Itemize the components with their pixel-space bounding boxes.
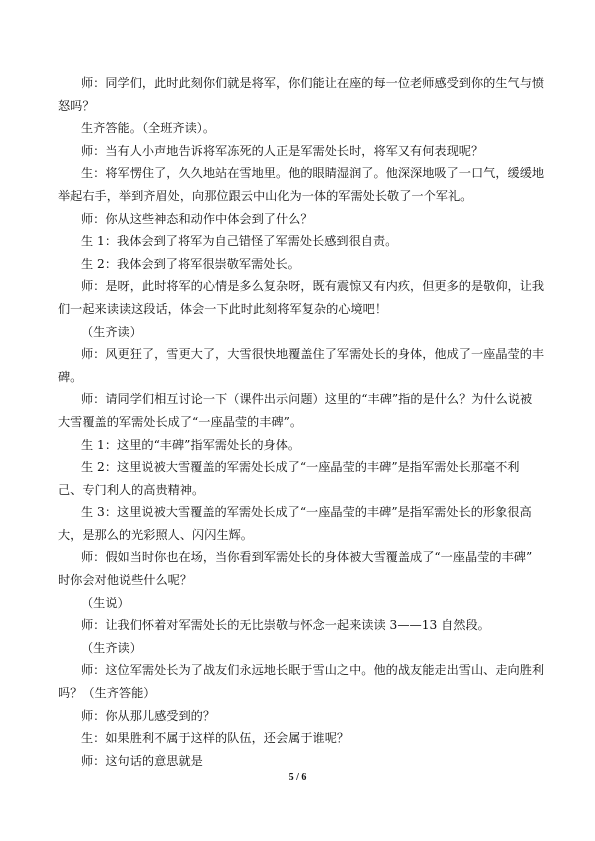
- text-line: 师：你从那儿感受到的？: [81, 708, 216, 723]
- text-line: 生 2：我体会到了将军很崇敬军需处长。: [81, 256, 300, 271]
- text-line: 师：你从这些神态和动作中体会到了什么？: [81, 211, 313, 226]
- text-line: 师：让我们怀着对军需处长的无比崇敬与怀念一起来读读 3——13 自然段。: [81, 618, 490, 633]
- text-line: 师：同学们，此时此刻你们就是将军，你们能让在座的每一位老师感受到你的生气与愤: [81, 76, 545, 90]
- text-line: 生 1：我体会到了将军为自己错怪了军需处长感到很自责。: [81, 234, 398, 249]
- text-line: 师：风更狂了，雪更大了，大雪很快地覆盖住了军需处长的身体，他成了一座晶莹的丰: [81, 347, 545, 362]
- text-line: 生：将军愣住了，久久地站在雪地里。他的眼睛湿润了。他深深地吸了一口气，缓缓地: [81, 166, 545, 181]
- text-line: 师：请同学们相互讨论一下（课件出示问题）这里的“丰碑”指的是什么？为什么说被: [81, 392, 533, 407]
- text-line: 生 2：这里说被大雪覆盖的军需处长成了“一座晶莹的丰碑”是指军需处长那毫不利: [81, 460, 520, 475]
- text-line: 碑。: [58, 369, 83, 384]
- text-line: 己、专门利人的高贵精神。: [58, 482, 205, 497]
- page-number: 5 / 6: [288, 772, 307, 783]
- text-line: 师：这位军需处长为了战友们永远地长眠于雪山之中。他的战友能走出雪山、走向胜利: [81, 663, 545, 678]
- text-line: 怒吗？: [58, 98, 95, 113]
- text-line: 时你会对他说些什么呢？: [58, 573, 193, 588]
- text-line: 师：是呀，此时将军的心情是多么复杂呀，既有震惊又有内疚，但更多的是敬仰，让我: [81, 279, 545, 294]
- text-line: 师：这句话的意思就是: [81, 753, 203, 768]
- text-line: （生说）: [81, 595, 130, 610]
- text-line: 生 3：这里说被大雪覆盖的军需处长成了“一座晶莹的丰碑”是指军需处长的形象很高: [81, 505, 532, 520]
- text-line: 生 1：这里的“丰碑”指军需处长的身体。: [81, 437, 301, 452]
- text-line: 生：如果胜利不属于这样的队伍，还会属于谁呢？: [81, 731, 350, 746]
- text-line: 大，是那么的光彩照人、闪闪生辉。: [58, 527, 253, 542]
- text-line: 们一起来读读这段话，体会一下此时此刻将军复杂的心境吧！: [58, 301, 388, 316]
- text-line: 师：当有人小声地告诉将军冻死的人正是军需处长时，将军又有何表现呢？: [81, 143, 484, 158]
- text-line: （生齐读）: [81, 640, 142, 655]
- text-line: 大雪覆盖的军需处长成了“一座晶莹的丰碑”。: [58, 414, 303, 429]
- text-line: 吗？（生齐答能）: [58, 686, 156, 701]
- body-text: [58, 72, 545, 772]
- text-line: 生齐答能。（全班齐读）。: [81, 121, 216, 136]
- text-line: 举起右手，举到齐眉处，向那位跟云中山化为一体的军需处长敬了一个军礼。: [58, 188, 473, 203]
- text-line: 师：假如当时你也在场，当你看到军需处长的身体被大雪覆盖成了“一座晶莹的丰碑”: [81, 550, 533, 565]
- text-line: （生齐读）: [81, 324, 142, 339]
